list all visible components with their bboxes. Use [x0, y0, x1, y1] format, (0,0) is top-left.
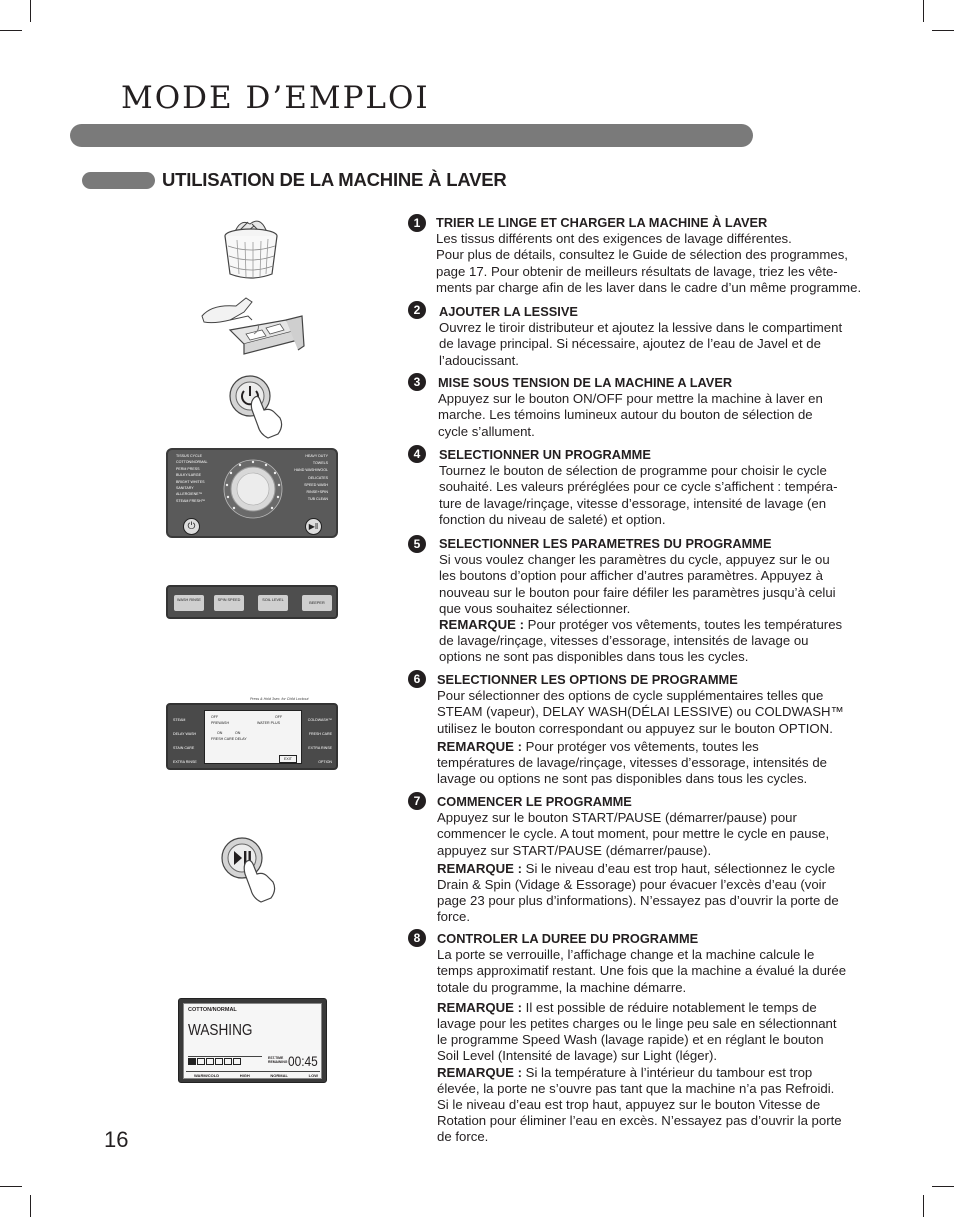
crop-mark — [932, 1186, 954, 1187]
status-icons — [188, 1056, 262, 1065]
step-number: 7 — [408, 792, 426, 810]
cycle-label: HEAVY DUTY — [305, 454, 328, 458]
cycle-label: RINSE+SPIN — [306, 490, 328, 495]
exit-label: EXIT — [279, 755, 297, 763]
cycle-label: TUB CLEAN — [307, 497, 328, 502]
page-title: MODE D’EMPLOI — [121, 80, 430, 116]
screen-text: WATER PLUS — [257, 721, 280, 725]
step-title: SELECTIONNER UN PROGRAMME — [439, 447, 651, 462]
step-text: marche. Les témoins lumineux autour du bouton de sélection de — [438, 407, 813, 423]
step-text: de lavage principal. Si nécessaire, ajoutez de l’eau de Javel et de — [439, 336, 821, 352]
extra-rinse-label: EXTRA RINSE — [308, 746, 332, 750]
step-text: STEAM (vapeur), DELAY WASH(DÉLAI LESSIVE) ou COLDWASH™ — [437, 704, 844, 720]
crop-mark — [0, 1186, 22, 1187]
cycle-label: COTTON/NORMAL — [176, 460, 208, 465]
step-text: ture de lavage/rinçage, vitesse d’essorage, intensité de lavage (en — [439, 495, 827, 511]
step-text: l’adoucissant. — [439, 352, 519, 368]
step-text: ments par charge afin de les laver dans le cadre d’un même programme. — [436, 279, 862, 295]
note-text: de force. — [437, 1129, 489, 1145]
step-text: souhaité. Les valeurs préréglées pour ce cycle s’affichent : tempéra- — [439, 479, 838, 495]
note-text: Pour protéger vos vêtements, toutes les températures — [524, 617, 843, 633]
crop-mark — [932, 30, 954, 31]
option-label: OPTION — [318, 760, 332, 764]
note-text: Si la température à l’intérieur du tambour est trop — [522, 1064, 813, 1080]
time-remaining-label: EST.TIME REMAINING — [268, 1056, 288, 1064]
program-name: COTTON/NORMAL — [188, 1007, 237, 1013]
cycle-dial-icon — [222, 458, 284, 520]
power-button-illustration — [228, 374, 292, 440]
note-text: page 23 pour plus d’informations). N’essayez pas d’ouvrir la porte de — [437, 893, 839, 909]
note-text: températures de lavage/rinçage, vitesses d’essorage, intensités de — [437, 755, 827, 771]
cycle-label: BULKY/LARGE — [176, 473, 201, 478]
step-title: SELECTIONNER LES OPTIONS DE PROGRAMME — [437, 672, 738, 687]
note-text: Pour protéger vos vêtements, toutes les — [522, 738, 759, 754]
note-label: REMARQUE : — [437, 999, 522, 1015]
screen-text: ON — [217, 731, 223, 735]
note-label: REMARQUE : — [437, 738, 522, 754]
step-text: Appuyez sur le bouton ON/OFF pour mettre la machine à laver en — [438, 391, 823, 407]
detergent-drawer-illustration — [200, 290, 306, 370]
note-label: REMARQUE : — [437, 1064, 522, 1080]
crop-mark — [923, 0, 924, 22]
spin-setting: HIGH — [239, 1073, 250, 1078]
step-number: 1 — [408, 214, 426, 232]
step-text: que vous souhaitez sélectionner. — [439, 600, 631, 616]
screen-text: PREWASH — [211, 721, 230, 725]
step-number: 4 — [408, 445, 426, 463]
cycle-label: SANITARY — [176, 486, 194, 491]
step-number: 2 — [408, 301, 426, 319]
control-panel-illustration — [166, 448, 338, 538]
note-text: lavage pour les petites charges ou le linge peu sale en sélectionnant — [437, 1016, 837, 1032]
cycle-label: STEAM FRESH™ — [176, 498, 206, 503]
cycle-label: SPEED WASH — [304, 482, 328, 487]
screen-text: FRESH CARE DELAY — [211, 737, 247, 741]
step-text: totale du programme, la machine démarre. — [437, 979, 687, 995]
page-number: 16 — [104, 1127, 129, 1152]
step-title: COMMENCER LE PROGRAMME — [437, 794, 632, 809]
temp-setting: WARM/COLD — [194, 1073, 220, 1078]
note-label: REMARQUE : — [439, 617, 524, 633]
step-text: La porte se verrouille, l’affichage change et la machine calcule le — [437, 947, 815, 963]
step-title: MISE SOUS TENSION DE LA MACHINE A LAVER — [438, 375, 733, 390]
screen-text: ON — [235, 731, 241, 735]
beeper-button: BEEPER — [302, 595, 332, 611]
step-text: utilisez le bouton correspondant ou appuyez sur le bouton OPTION. — [437, 720, 833, 736]
spin-speed-button: SPIN SPEED — [214, 595, 244, 611]
step-title: CONTROLER LA DUREE DU PROGRAMME — [437, 931, 699, 946]
cycle-label: DELICATES — [308, 475, 328, 480]
step-text: appuyez sur START/PAUSE (démarrer/pause). — [437, 842, 712, 858]
crop-mark — [0, 30, 22, 31]
steam-label: STEAM — [173, 718, 186, 722]
cycle-label: PERM PRESS — [176, 466, 200, 471]
option-setting: LOW — [308, 1073, 318, 1078]
step-text: Si vous voulez changer les paramètres du cycle, appuyez sur le ou — [439, 552, 830, 568]
step-text: cycle s’allument. — [438, 423, 535, 439]
crop-mark — [923, 1195, 924, 1217]
title-bar — [70, 124, 753, 147]
step-text: Pour plus de détails, consultez le Guide de sélection des programmes, — [436, 247, 848, 263]
cycle-label: ALLERGIENE™ — [176, 492, 203, 497]
coldwash-label: COLDWASH™ — [307, 718, 332, 722]
section-title: UTILISATION DE LA MACHINE À LAVER — [162, 169, 507, 190]
option-buttons-illustration — [166, 585, 338, 619]
step-title: AJOUTER LA LESSIVE — [439, 304, 578, 319]
crop-mark — [30, 1195, 31, 1217]
note-text: Drain & Spin (Vidage & Essorage) pour évacuer l’excès d’eau (voir — [437, 877, 826, 893]
step-text: Pour sélectionner des options de cycle supplémentaires telles que — [437, 688, 824, 704]
note-text: Rotation pour éliminer l’eau en excès. N’essayez pas d’ouvrir la porte — [437, 1113, 842, 1129]
step-text: fonction du niveau de saleté) et option. — [439, 511, 666, 527]
delay-wash-label: DELAY WASH — [173, 732, 197, 736]
cycle-label: TOWELS — [312, 461, 328, 466]
step-text: nouveau sur le bouton pour faire défiler les paramètres jusqu’à celui — [439, 584, 836, 600]
note-text: Si le niveau d’eau est trop haut, sélectionnez le cycle — [522, 860, 836, 876]
laundry-basket-illustration — [220, 216, 282, 280]
fresh-care-label: FRESH CARE — [308, 732, 332, 736]
wash-rinse-button: WASH RINSE — [174, 595, 204, 611]
step-number: 3 — [408, 373, 426, 391]
note-text: force. — [437, 909, 470, 925]
screen-text: OFF — [275, 715, 283, 719]
note-text: le programme Speed Wash (lavage rapide) et en réglant le bouton — [437, 1032, 824, 1048]
soil-level-button: SOIL LEVEL — [258, 595, 288, 611]
option-panel-note: Press & Hold 3sec. for Child Lockout — [250, 697, 309, 701]
time-remaining: 00:45 — [288, 1053, 318, 1069]
step-text: Ouvrez le tiroir distributeur et ajoutez la lessive dans le compartiment — [439, 320, 843, 336]
start-pause-icon: ▶︎‖ — [305, 518, 322, 535]
status-text: WASHING — [188, 1022, 253, 1039]
note-text: Il est possible de réduire notablement le temps de — [522, 999, 817, 1015]
start-pause-button-illustration — [220, 834, 284, 904]
note-text: Si le niveau d’eau est trop haut, appuyez sur le bouton Vitesse de — [437, 1097, 821, 1113]
step-title: TRIER LE LINGE ET CHARGER LA MACHINE À LAVER — [436, 215, 768, 230]
crop-mark — [30, 0, 31, 22]
step-text: Appuyez sur le bouton START/PAUSE (démarrer/pause) pour — [437, 810, 797, 826]
cycle-label: TISSUS CYCLE — [176, 454, 202, 458]
cycle-label: BRIGHT WHITES — [176, 479, 205, 484]
note-text: options ne sont pas disponibles dans tous les cycles. — [439, 649, 749, 665]
step-text: temps approximatif restant. Une fois que la machine a évalué la durée — [437, 963, 847, 979]
stain-care-label: STAIN CARE — [173, 746, 195, 750]
step-text: Tournez le bouton de sélection de programme pour choisir le cycle — [439, 463, 827, 479]
soil-setting: NORMAL — [270, 1073, 288, 1078]
step-number: 8 — [408, 929, 426, 947]
extra-rinse-label: EXTRA RINSE — [173, 760, 197, 764]
note-text: de lavage/rinçage, vitesses d’essorage, intensités de lavage ou — [439, 633, 809, 649]
step-number: 5 — [408, 535, 426, 553]
option-screen — [204, 710, 302, 764]
step-title: SELECTIONNER LES PARAMETRES DU PROGRAMME — [439, 536, 772, 551]
step-text: page 17. Pour obtenir de meilleurs résultats de lavage, triez les vête- — [436, 263, 838, 279]
cycle-label: HAND WASH/WOOL — [294, 468, 328, 473]
note-label: REMARQUE : — [437, 860, 522, 876]
section-pill — [82, 172, 155, 189]
step-text: Les tissus différents ont des exigences de lavage différentes. — [436, 231, 792, 247]
lcd-display-illustration — [178, 998, 327, 1083]
step-text: les boutons d’option pour afficher d’autres paramètres. Appuyez à — [439, 568, 823, 584]
note-text: lavage ou options ne sont pas disponibles dans tous les cycles. — [437, 771, 808, 787]
step-text: commencer le cycle. A tout moment, pour mettre le cycle en pause, — [437, 826, 830, 842]
step-number: 6 — [408, 670, 426, 688]
note-text: élevée, la porte ne s’ouvre pas tant que la machine n’a pas Refroidi. — [437, 1080, 835, 1096]
screen-text: OFF — [211, 715, 219, 719]
note-text: Soil Level (Intensité de lavage) sur Light (léger). — [437, 1048, 718, 1064]
power-icon: ⏻ — [183, 518, 200, 535]
option-panel-illustration — [166, 703, 338, 770]
